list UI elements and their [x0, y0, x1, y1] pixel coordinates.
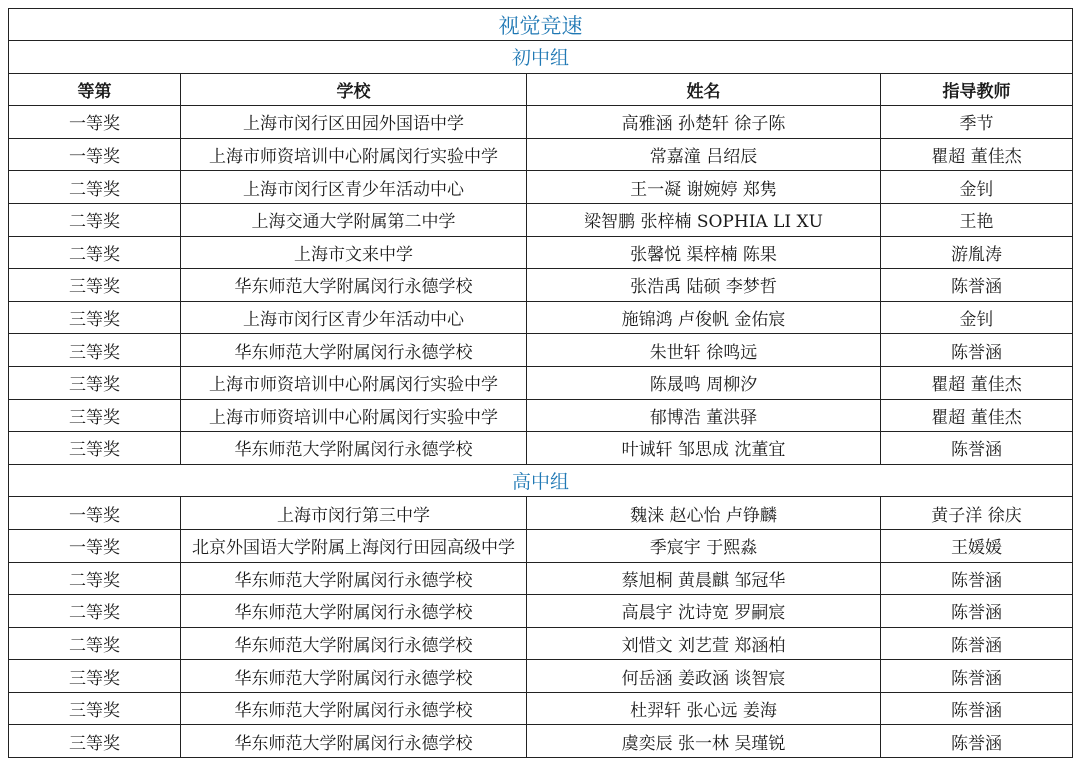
teacher-cell: 季节: [881, 106, 1073, 139]
school-cell: 上海市闵行第三中学: [181, 497, 527, 530]
award-cell: 一等奖: [9, 497, 181, 530]
table-row: [9, 399, 1073, 432]
sheet-title: 视觉竞速: [9, 9, 1073, 41]
table-row: [9, 171, 1073, 204]
section-row: [9, 464, 1073, 497]
table-row: [9, 529, 1073, 562]
student-names-cell: 高雅涵 孙楚轩 徐子陈: [527, 106, 881, 139]
table-row: [9, 595, 1073, 628]
award-cell: 一等奖: [9, 529, 181, 562]
column-header-row: [9, 73, 1073, 106]
school-cell: 上海市闵行区田园外国语中学: [181, 106, 527, 139]
teacher-cell: 陈誉涵: [881, 562, 1073, 595]
teacher-cell: 陈誉涵: [881, 595, 1073, 628]
school-cell: 华东师范大学附属闵行永德学校: [181, 595, 527, 628]
student-names-cell: 魏涞 赵心怡 卢铮麟: [527, 497, 881, 530]
student-names-cell: 何岳涵 姜政涵 谈智宸: [527, 660, 881, 693]
school-cell: 上海交通大学附属第二中学: [181, 203, 527, 236]
table-row: [9, 236, 1073, 269]
school-cell: 上海市师资培训中心附属闵行实验中学: [181, 138, 527, 171]
student-names-cell: 虞奕辰 张一林 吴瑾锐: [527, 725, 881, 758]
table-row: [9, 660, 1073, 693]
teacher-cell: 黄子洋 徐庆: [881, 497, 1073, 530]
header-school: 学校: [181, 73, 527, 106]
school-cell: 华东师范大学附属闵行永德学校: [181, 627, 527, 660]
school-cell: 上海市文来中学: [181, 236, 527, 269]
school-cell: 上海市师资培训中心附属闵行实验中学: [181, 399, 527, 432]
section-title: 初中组: [9, 41, 1073, 74]
award-cell: 一等奖: [9, 106, 181, 139]
student-names-cell: 季宸宇 于熙淼: [527, 529, 881, 562]
school-cell: 上海市闵行区青少年活动中心: [181, 171, 527, 204]
school-cell: 华东师范大学附属闵行永德学校: [181, 269, 527, 302]
school-cell: 上海市师资培训中心附属闵行实验中学: [181, 366, 527, 399]
results-table: [8, 8, 1073, 758]
table-row: [9, 725, 1073, 758]
award-cell: 三等奖: [9, 334, 181, 367]
title-row: [9, 9, 1073, 41]
award-cell: 一等奖: [9, 138, 181, 171]
table-row: [9, 562, 1073, 595]
student-names-cell: 施锦鸿 卢俊帆 金佑宸: [527, 301, 881, 334]
award-cell: 三等奖: [9, 725, 181, 758]
school-cell: 北京外国语大学附属上海闵行田园高级中学: [181, 529, 527, 562]
student-names-cell: 朱世轩 徐鸣远: [527, 334, 881, 367]
teacher-cell: 陈誉涵: [881, 660, 1073, 693]
school-cell: 上海市闵行区青少年活动中心: [181, 301, 527, 334]
student-names-cell: 常嘉潼 吕绍辰: [527, 138, 881, 171]
table-row: [9, 269, 1073, 302]
award-cell: 三等奖: [9, 660, 181, 693]
section-row: [9, 41, 1073, 74]
award-cell: 三等奖: [9, 366, 181, 399]
school-cell: 华东师范大学附属闵行永德学校: [181, 725, 527, 758]
teacher-cell: 陈誉涵: [881, 269, 1073, 302]
table-row: [9, 692, 1073, 725]
header-names: 姓名: [527, 73, 881, 106]
student-names-cell: 郁博浩 董洪驿: [527, 399, 881, 432]
teacher-cell: 王媛媛: [881, 529, 1073, 562]
school-cell: 华东师范大学附属闵行永德学校: [181, 692, 527, 725]
teacher-cell: 陈誉涵: [881, 692, 1073, 725]
table-row: [9, 106, 1073, 139]
school-cell: 华东师范大学附属闵行永德学校: [181, 660, 527, 693]
school-cell: 华东师范大学附属闵行永德学校: [181, 432, 527, 465]
table-row: [9, 203, 1073, 236]
student-names-cell: 王一凝 谢婉婷 郑隽: [527, 171, 881, 204]
student-names-cell: 张浩禹 陆硕 李梦哲: [527, 269, 881, 302]
student-names-cell: 叶诚轩 邹思成 沈董宜: [527, 432, 881, 465]
table-row: [9, 432, 1073, 465]
teacher-cell: 游胤涛: [881, 236, 1073, 269]
award-cell: 三等奖: [9, 692, 181, 725]
student-names-cell: 刘惜文 刘艺萱 郑涵柏: [527, 627, 881, 660]
student-names-cell: 高晨宇 沈诗宽 罗嗣宸: [527, 595, 881, 628]
teacher-cell: 瞿超 董佳杰: [881, 399, 1073, 432]
table-row: [9, 138, 1073, 171]
student-names-cell: 陈晟鸣 周柳汐: [527, 366, 881, 399]
table-row: [9, 627, 1073, 660]
student-names-cell: 张馨悦 渠梓楠 陈果: [527, 236, 881, 269]
student-names-cell: 杜羿轩 张心远 姜海: [527, 692, 881, 725]
teacher-cell: 金钊: [881, 301, 1073, 334]
teacher-cell: 陈誉涵: [881, 432, 1073, 465]
table-row: [9, 334, 1073, 367]
section-title: 高中组: [9, 464, 1073, 497]
teacher-cell: 瞿超 董佳杰: [881, 366, 1073, 399]
award-cell: 三等奖: [9, 269, 181, 302]
table-row: [9, 301, 1073, 334]
teacher-cell: 王艳: [881, 203, 1073, 236]
teacher-cell: 金钊: [881, 171, 1073, 204]
award-cell: 三等奖: [9, 399, 181, 432]
award-cell: 二等奖: [9, 627, 181, 660]
school-cell: 华东师范大学附属闵行永德学校: [181, 562, 527, 595]
teacher-cell: 陈誉涵: [881, 627, 1073, 660]
table-row: [9, 366, 1073, 399]
award-cell: 三等奖: [9, 301, 181, 334]
results-table-body: [9, 9, 1073, 758]
school-cell: 华东师范大学附属闵行永德学校: [181, 334, 527, 367]
award-cell: 二等奖: [9, 595, 181, 628]
teacher-cell: 陈誉涵: [881, 334, 1073, 367]
header-award: 等第: [9, 73, 181, 106]
award-cell: 二等奖: [9, 171, 181, 204]
header-teacher: 指导教师: [881, 73, 1073, 106]
teacher-cell: 陈誉涵: [881, 725, 1073, 758]
student-names-cell: 蔡旭桐 黄晨麒 邹冠华: [527, 562, 881, 595]
award-cell: 三等奖: [9, 432, 181, 465]
student-names-cell: 梁智鹏 张梓楠 SOPHIA LI XU: [527, 203, 881, 236]
award-cell: 二等奖: [9, 203, 181, 236]
award-cell: 二等奖: [9, 562, 181, 595]
table-row: [9, 497, 1073, 530]
teacher-cell: 瞿超 董佳杰: [881, 138, 1073, 171]
award-cell: 二等奖: [9, 236, 181, 269]
